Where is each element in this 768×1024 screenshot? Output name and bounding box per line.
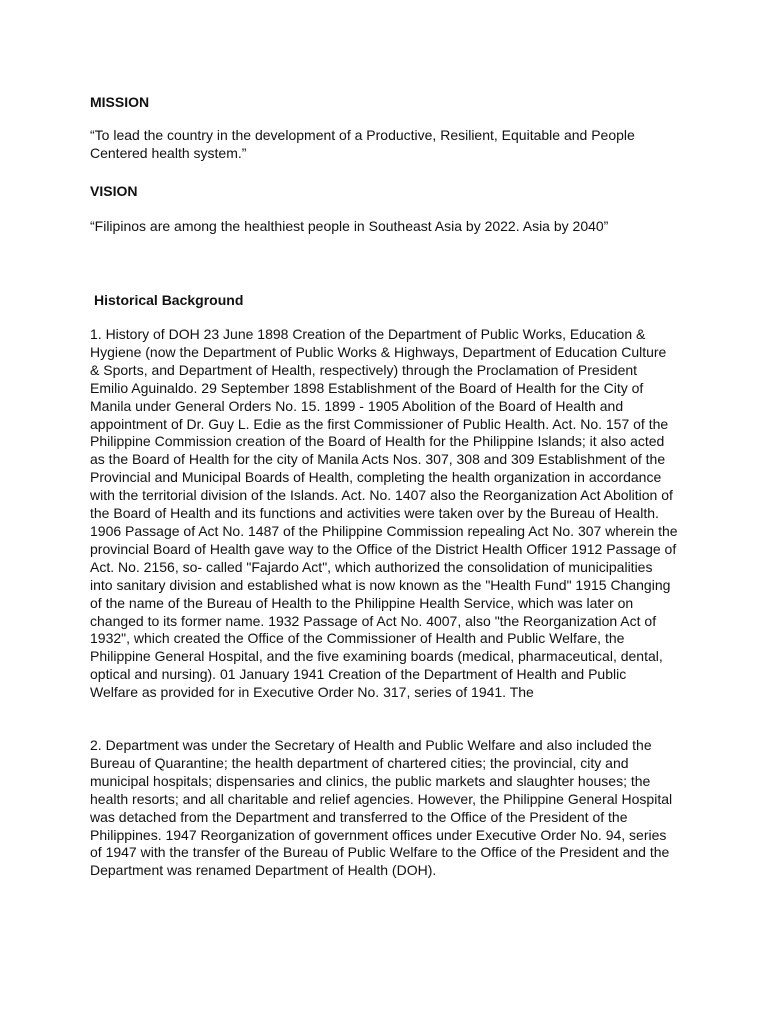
history-paragraph-1: 1. History of DOH 23 June 1898 Creation of the Department of Public Works, Education & Hygiene (now the Department of Public Works & Highways, Department of Education Culture & Sports, and Department of Health, respectively) through the Proclamation of President Emilio Aguinaldo. 29 September 1898 Establishment of the Board of Health for the City of Manila under General Orders No. 15. 1899 - 1905 Abolition of the Board of Health and appointment of Dr. Guy L. Edie as the first Commissioner of Public Health. Act. No. 157 of the Philippine Commission creation of the Board of Health for the Philippine Islands; it also acted as the Board of Health for the city of Manila Acts Nos. 307, 308 and 309 Establishment of the Provincial and Municipal Boards of Health, completing the health organization in accordance with the territorial division of the Islands. Act. No. 1407 also the Reorganization Act Abolition of the Board of Health and its functions and activities were taken over by the Bureau of Health. 1906 Passage of Act No. 1487 of the Philippine Commission repealing Act No. 307 wherein the provincial Board of Health gave way to the Office of the District Health Officer 1912 Passage of Act. No. 2156, so- called "Fajardo Act", which authorized the consolidation of municipalities into sanitary division and established what is now known as the "Health Fund" 1915 Changing of the name of the Bureau of Health to the Philippine Health Service, which was later on changed to its former name. 1932 Passage of Act No. 4007, also "the Reorganization Act of 1932", which created the Office of the Commissioner of Health and Public Welfare, the Philippine General Hospital, and the five examining boards (medical, pharmaceutical, dental, optical and nursing). 01 January 1941 Creation of the Department of Health and Public Welfare as provided for in Executive Order No. 317, series of 1941. The — [90, 326, 678, 701]
history-paragraph-2: 2. Department was under the Secretary of Health and Public Welfare and also included the Bureau of Quarantine; the health department of chartered cities; the provincial, city and municipal hospitals; dispensaries and clinics, the public markets and slaughter houses; the health resorts; and all charitable and relief agencies. However, the Philippine General Hospital was detached from the Department and transferred to the Office of the President of the Philippines. 1947 Reorganization of government offices under Executive Order No. 94, series of 1947 with the transfer of the Bureau of Public Welfare to the Office of the President and the Department was renamed Department of Health (DOH). — [90, 737, 673, 879]
vision-text: “Filipinos are among the healthiest people in Southeast Asia by 2022. Asia by 2040” — [90, 218, 609, 234]
mission-heading: MISSION — [90, 94, 150, 110]
vision-heading: VISION — [90, 183, 138, 199]
historical-background-heading: Historical Background — [94, 292, 244, 308]
mission-text: “To lead the country in the development of a Productive, Resilient, Equitable and People Centered health system.” — [90, 127, 635, 161]
